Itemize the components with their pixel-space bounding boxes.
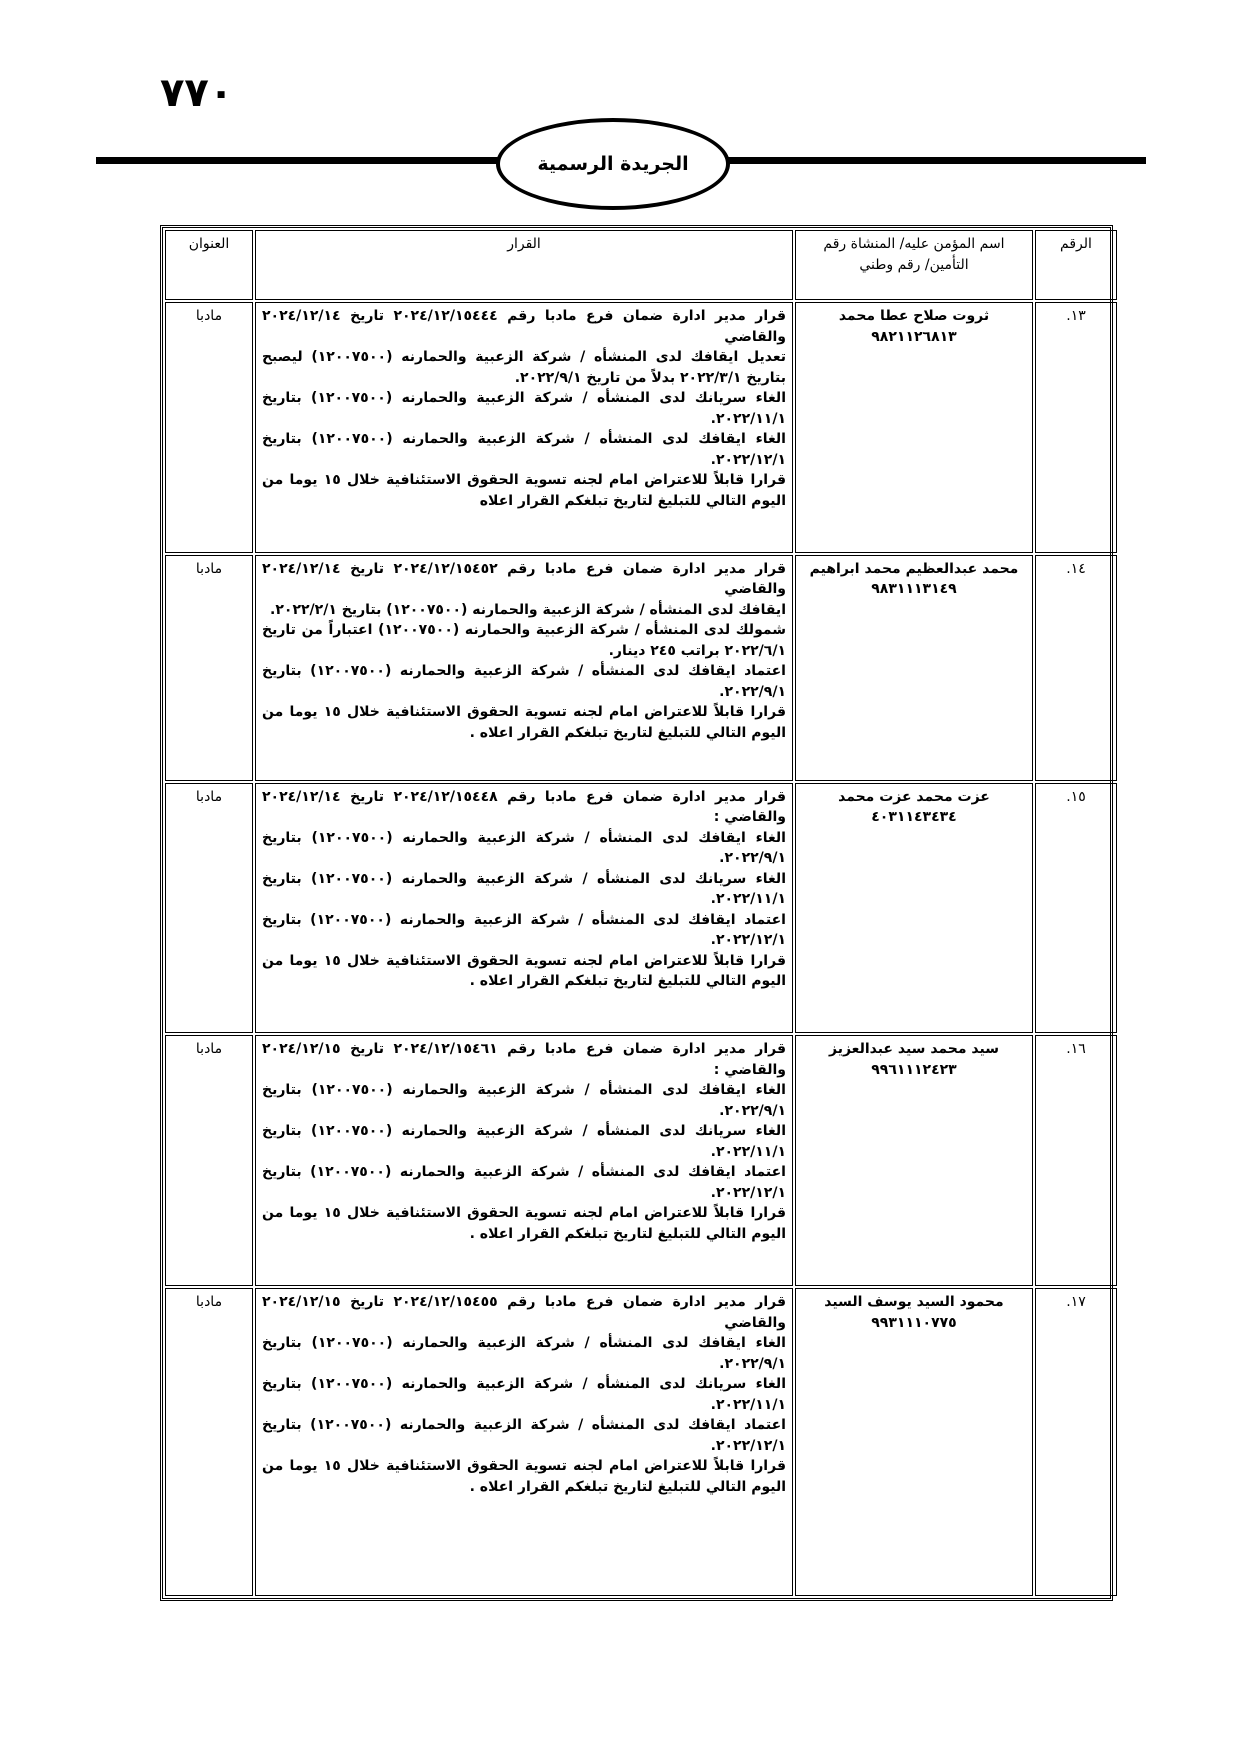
table-row bbox=[165, 1288, 1117, 1596]
decision-cell bbox=[255, 1288, 793, 1596]
national-id: ٤٠٣١١٤٣٤٣٤ bbox=[871, 809, 957, 826]
decisions-table bbox=[160, 225, 1113, 1601]
insured-cell bbox=[795, 1288, 1033, 1596]
page-number: ٧٧٠ bbox=[160, 70, 234, 116]
row-number: ١٧. bbox=[1035, 1288, 1117, 1596]
decision-line: اعتماد ايقافك لدى المنشأه / شركة الزعبية والحمارنه (١٢٠٠٧٥٠٠) بتاريخ ٢٠٢٢/٩/١. bbox=[262, 663, 786, 700]
insured-name: محمود السيد يوسف السيد bbox=[824, 1294, 1004, 1310]
insured-cell bbox=[795, 783, 1033, 1034]
decision-appeal-note: قرارا قابلاً للاعتراض امام لجنه تسوية الحقوق الاستئنافية خلال ١٥ يوما من اليوم التالي للتبليغ لتاريخ تبلغكم القرار اعلاه . bbox=[262, 704, 786, 741]
decision-appeal-note: قرارا قابلاً للاعتراض امام لجنه تسوية الحقوق الاستئنافية خلال ١٥ يوما من اليوم التالي للتبليغ لتاريخ تبلغكم القرار اعلاه . bbox=[262, 1205, 786, 1242]
gazette-masthead bbox=[496, 118, 730, 210]
decision-line: شمولك لدى المنشأه / شركة الزعبية والحمارنه (١٢٠٠٧٥٠٠) اعتباراً من تاريخ ٢٠٢٢/٦/١ براتب ٢٤٥ دينار. bbox=[262, 622, 786, 659]
decision-intro: قرار مدير ادارة ضمان فرع مادبا رقم ٢٠٢٤/١٢/١٥٤٤٨ تاريخ ٢٠٢٤/١٢/١٤ والقاضي : bbox=[262, 788, 786, 826]
column-header-number: الرقم bbox=[1035, 230, 1117, 300]
row-number: ١٦. bbox=[1035, 1035, 1117, 1286]
decision-cell bbox=[255, 1035, 793, 1286]
table-row bbox=[165, 302, 1117, 553]
decision-line: الغاء ايقافك لدى المنشأه / شركة الزعبية والحمارنه (١٢٠٠٧٥٠٠) بتاريخ ٢٠٢٢/٩/١. bbox=[262, 1335, 786, 1372]
table-row bbox=[165, 1035, 1117, 1286]
decision-cell bbox=[255, 302, 793, 553]
decision-line: الغاء سريانك لدى المنشأه / شركة الزعبية والحمارنه (١٢٠٠٧٥٠٠) بتاريخ ٢٠٢٢/١١/١. bbox=[262, 1123, 786, 1160]
address-cell: مادبا bbox=[165, 1288, 253, 1596]
header-rule-left bbox=[96, 157, 498, 164]
decision-line: الغاء ايقافك لدى المنشأه / شركة الزعبية والحمارنه (١٢٠٠٧٥٠٠) بتاريخ ٢٠٢٢/٩/١. bbox=[262, 829, 786, 867]
row-number: ١٣. bbox=[1035, 302, 1117, 553]
insured-name: ثروت صلاح عطا محمد bbox=[838, 308, 990, 324]
decision-line: الغاء سريانك لدى المنشأه / شركة الزعبية والحمارنه (١٢٠٠٧٥٠٠) بتاريخ ٢٠٢٢/١١/١. bbox=[262, 870, 786, 908]
decision-cell bbox=[255, 783, 793, 1034]
decision-intro: قرار مدير ادارة ضمان فرع مادبا رقم ٢٠٢٤/١٢/١٥٤٤٤ تاريخ ٢٠٢٤/١٢/١٤ والقاضي bbox=[262, 308, 786, 345]
insured-name: عزت محمد عزت محمد bbox=[838, 788, 990, 805]
publication-title: الجريدة الرسمية bbox=[537, 153, 689, 175]
insured-name: محمد عبدالعظيم محمد ابراهيم bbox=[809, 560, 1019, 577]
table-row bbox=[165, 555, 1117, 781]
column-header-address: العنوان bbox=[165, 230, 253, 300]
decision-intro: قرار مدير ادارة ضمان فرع مادبا رقم ٢٠٢٤/١٢/١٥٤٥٥ تاريخ ٢٠٢٤/١٢/١٥ والقاضي bbox=[262, 1294, 786, 1331]
decision-line: اعتماد ايقافك لدى المنشأه / شركة الزعبية والحمارنه (١٢٠٠٧٥٠٠) بتاريخ ٢٠٢٢/١٢/١. bbox=[262, 1164, 786, 1201]
table-row bbox=[165, 783, 1117, 1034]
decision-line: تعديل ايقافك لدى المنشأه / شركة الزعبية والحمارنه (١٢٠٠٧٥٠٠) ليصبح بتاريخ ٢٠٢٢/٣/١ بدلاً من تاريخ ٢٠٢٢/٩/١. bbox=[262, 349, 786, 386]
decision-line: اعتماد ايقافك لدى المنشأه / شركة الزعبية والحمارنه (١٢٠٠٧٥٠٠) بتاريخ ٢٠٢٢/١٢/١. bbox=[262, 911, 786, 949]
decision-line: اعتماد ايقافك لدى المنشأه / شركة الزعبية والحمارنه (١٢٠٠٧٥٠٠) بتاريخ ٢٠٢٢/١٢/١. bbox=[262, 1417, 786, 1454]
national-id: ٩٨٢١١٢٦٨١٣ bbox=[871, 328, 957, 345]
insured-cell bbox=[795, 302, 1033, 553]
address-cell: مادبا bbox=[165, 783, 253, 1034]
decision-line: ايقافك لدى المنشأه / شركة الزعبية والحمارنه (١٢٠٠٧٥٠٠) بتاريخ ٢٠٢٢/٢/١. bbox=[270, 601, 786, 618]
decision-appeal-note: قرارا قابلاً للاعتراض امام لجنه تسوية الحقوق الاستئنافية خلال ١٥ يوما من اليوم التالي للتبليغ لتاريخ تبلغكم القرار اعلاه . bbox=[262, 952, 786, 990]
national-id: ٩٨٣١١١٣١٤٩ bbox=[871, 581, 957, 598]
decision-line: الغاء سريانك لدى المنشأه / شركة الزعبية والحمارنه (١٢٠٠٧٥٠٠) بتاريخ ٢٠٢٢/١١/١. bbox=[262, 390, 786, 427]
national-id: ٩٩٣١١١٠٧٧٥ bbox=[871, 1314, 957, 1331]
insured-cell bbox=[795, 1035, 1033, 1286]
decision-appeal-note: قرارا قابلاً للاعتراض امام لجنه تسوية الحقوق الاستئنافية خلال ١٥ يوما من اليوم التالي للتبليغ لتاريخ تبلغكم القرار اعلاه . bbox=[262, 1458, 786, 1495]
decision-cell bbox=[255, 555, 793, 781]
header-rule-right bbox=[728, 157, 1146, 164]
national-id: ٩٩٦١١١٢٤٢٣ bbox=[871, 1061, 957, 1078]
row-number: ١٥. bbox=[1035, 783, 1117, 1034]
address-cell: مادبا bbox=[165, 1035, 253, 1286]
table-header-row bbox=[165, 230, 1117, 300]
decision-line: الغاء سريانك لدى المنشأه / شركة الزعبية والحمارنه (١٢٠٠٧٥٠٠) بتاريخ ٢٠٢٢/١١/١. bbox=[262, 1376, 786, 1413]
address-cell: مادبا bbox=[165, 302, 253, 553]
insured-name: سيد محمد سيد عبدالعزيز bbox=[829, 1041, 999, 1058]
address-cell: مادبا bbox=[165, 555, 253, 781]
column-header-decision: القرار bbox=[255, 230, 793, 300]
decision-line: الغاء ايقافك لدى المنشأه / شركة الزعبية والحمارنه (١٢٠٠٧٥٠٠) بتاريخ ٢٠٢٢/١٢/١. bbox=[262, 431, 786, 468]
decision-intro: قرار مدير ادارة ضمان فرع مادبا رقم ٢٠٢٤/١٢/١٥٤٥٢ تاريخ ٢٠٢٤/١٢/١٤ والقاضي bbox=[262, 560, 786, 598]
column-header-name: اسم المؤمن عليه/ المنشاة رقم التأمين/ رقم وطني bbox=[795, 230, 1033, 300]
insured-cell bbox=[795, 555, 1033, 781]
row-number: ١٤. bbox=[1035, 555, 1117, 781]
decision-line: الغاء ايقافك لدى المنشأه / شركة الزعبية والحمارنه (١٢٠٠٧٥٠٠) بتاريخ ٢٠٢٢/٩/١. bbox=[262, 1082, 786, 1119]
decision-appeal-note: قرارا قابلاً للاعتراض امام لجنه تسوية الحقوق الاستئنافية خلال ١٥ يوما من اليوم التالي للتبليغ لتاريخ تبلغكم القرار اعلاه bbox=[262, 472, 786, 509]
decision-intro: قرار مدير ادارة ضمان فرع مادبا رقم ٢٠٢٤/١٢/١٥٤٦١ تاريخ ٢٠٢٤/١٢/١٥ والقاضي : bbox=[262, 1041, 786, 1078]
